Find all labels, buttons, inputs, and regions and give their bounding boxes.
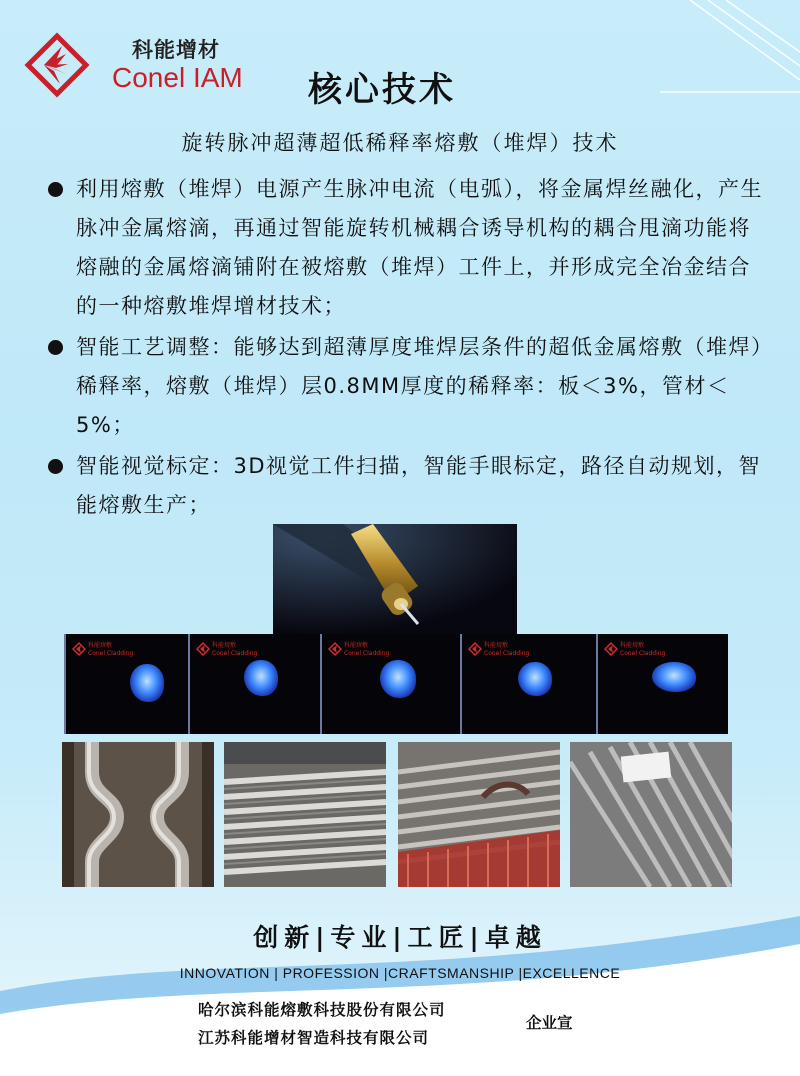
feature-item — [44, 328, 772, 445]
brand-name-cn: 科能增材 — [132, 38, 220, 62]
slogan-en: INNOVATION | PROFESSION |CRAFTSMANSHIP |EXCELLENCE — [179, 965, 621, 981]
blue-flame — [380, 660, 416, 698]
slogan: 创新|专业|工匠|卓越 — [253, 923, 547, 952]
brand-name-en: Conel IAM — [112, 62, 243, 93]
company-name: 江苏科能增材智造科技有限公司 — [198, 1029, 430, 1047]
pipe-panel-photo — [398, 742, 560, 887]
corner-decoration-lines — [620, 0, 800, 110]
brochure-tag: 企业宣 — [526, 1014, 573, 1032]
bullet-dot-icon — [48, 459, 63, 474]
feature-text: 智能工艺调整：能够达到超薄厚度堆焊层条件的超低金属熔敷（堆焊）稀释率，熔敷（堆焊）层0.8MM厚度的稀释率：板＜3%，管材＜5%； — [76, 335, 763, 437]
welding-torch-photo — [273, 524, 517, 634]
bullet-dot-icon — [48, 182, 63, 197]
finished-panel-photo — [570, 742, 732, 887]
feature-item — [44, 447, 772, 525]
bent-pipe-photo — [62, 742, 214, 887]
flame-photo-label: 科能熔敷 Conel Cladding — [212, 642, 258, 657]
feature-text: 智能视觉标定：3D视觉工件扫描，智能手眼标定，路径自动规划，智能熔敷生产； — [76, 454, 762, 517]
conel-logo-icon — [328, 642, 342, 656]
flame-photo — [188, 634, 320, 734]
company-name: 哈尔滨科能熔敷科技股份有限公司 — [198, 1001, 446, 1019]
flame-photo — [460, 634, 596, 734]
feature-list — [44, 170, 772, 527]
flame-photo — [320, 634, 460, 734]
blue-flame — [130, 664, 164, 702]
flame-photo-label: 科能熔敷 Conel Cladding — [88, 642, 134, 657]
conel-logo-icon — [604, 642, 618, 656]
conel-logo-icon — [22, 30, 92, 100]
bullet-dot-icon — [48, 340, 63, 355]
feature-text: 利用熔敷（堆焊）电源产生脉冲电流（电弧），将金属焊丝融化，产生脉冲金属熔滴，再通过智能旋转机械耦合诱导机构的耦合甩滴功能将熔融的金属熔滴铺附在被熔敷（堆焊）工件上，并形成完全冶金结合的一种熔敷堆焊增材技术； — [76, 177, 763, 318]
blue-flame — [518, 662, 552, 696]
flame-photo-label: 科能熔敷 Conel Cladding — [484, 642, 530, 657]
straight-pipes-photo — [224, 742, 386, 887]
flame-photo — [64, 634, 188, 734]
flame-photo-label: 科能熔敷 Conel Cladding — [620, 642, 666, 657]
page-subtitle: 旋转脉冲超薄超低稀释率熔敷（堆焊）技术 — [181, 131, 619, 155]
conel-logo-icon — [468, 642, 482, 656]
page-title: 核心技术 — [308, 70, 456, 110]
flame-sequence-strip — [64, 634, 726, 734]
conel-logo-icon — [196, 642, 210, 656]
flame-photo-label: 科能熔敷 Conel Cladding — [344, 642, 390, 657]
flame-photo — [596, 634, 728, 734]
conel-logo-icon — [72, 642, 86, 656]
blue-flame — [652, 662, 696, 692]
feature-item — [44, 170, 772, 326]
blue-flame — [244, 660, 278, 696]
